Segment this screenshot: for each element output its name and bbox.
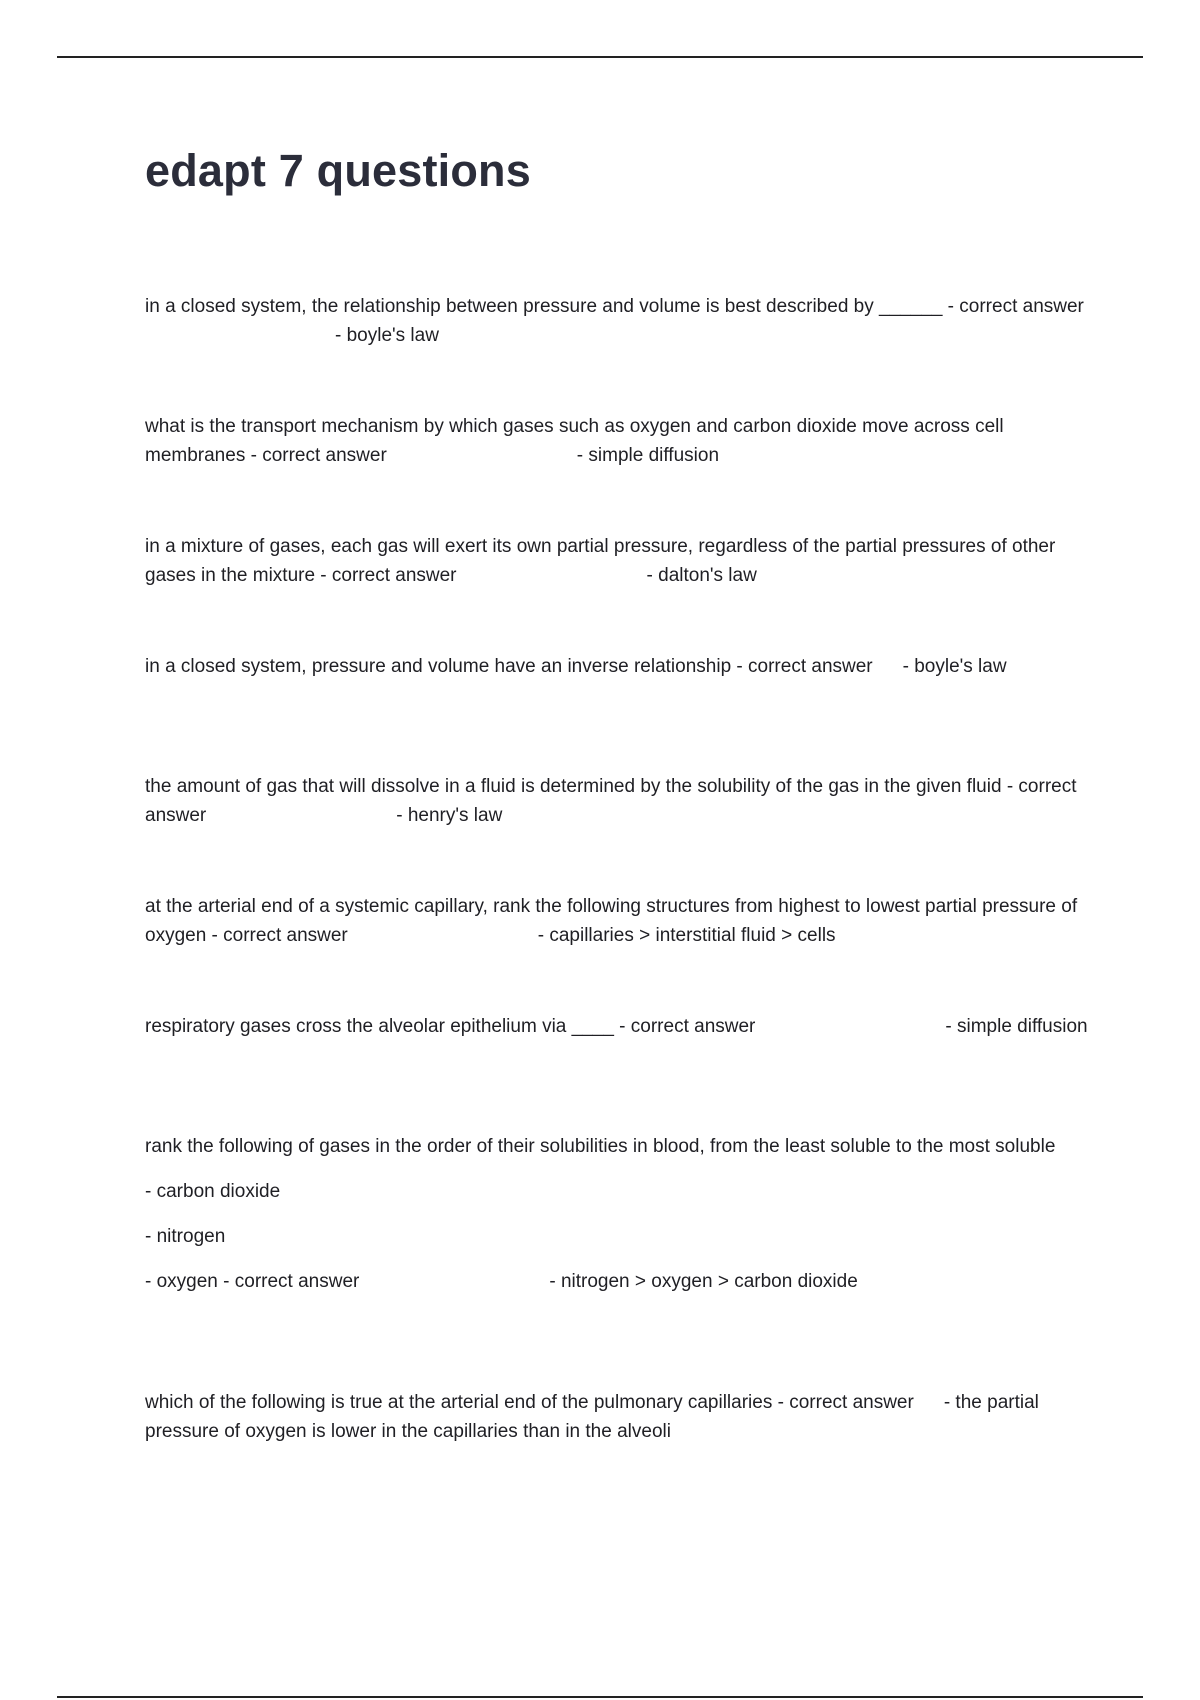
question-text: what is the transport mechanism by which gases such as oxygen and carbon dioxide move across cell membranes - correct answer: [145, 416, 1004, 466]
qa-item-6: [145, 892, 1090, 950]
qa-item-7: [145, 1012, 1090, 1041]
question-text: the amount of gas that will dissolve in a fluid is determined by the solubility of the gas in the given fluid - correct answer: [145, 776, 1077, 826]
answer-text: - capillaries > interstitial fluid > cells: [537, 925, 836, 946]
answer-text: - boyle's law: [335, 325, 439, 346]
answer-text: - nitrogen > oxygen > carbon dioxide: [549, 1271, 858, 1292]
answer-text: - the partial pressure of oxygen is lower in the capillaries than in the alveoli: [145, 1392, 1039, 1442]
qa-item-2: [145, 412, 1090, 470]
answer-text: - boyle's law: [902, 656, 1007, 677]
question-text: respiratory gases cross the alveolar epithelium via ____ - correct answer: [145, 1016, 756, 1037]
qa-item-1: [145, 292, 1090, 350]
qa-item-3: [145, 532, 1090, 590]
question-text: in a closed system, the relationship between pressure and volume is best described by ______ - correct answer: [145, 296, 1084, 317]
answer-text: - simple diffusion: [945, 1016, 1088, 1037]
qa-item-5: [145, 772, 1090, 830]
qa-item-9: [145, 1388, 1090, 1446]
answer-text: - dalton's law: [646, 565, 757, 586]
qa-item-8: [145, 1132, 1090, 1296]
question-text: in a closed system, pressure and volume have an inverse relationship - correct answer: [145, 656, 873, 677]
qa-item-4: [145, 652, 1090, 681]
option-item: - carbon dioxide: [145, 1181, 281, 1202]
option-item: - nitrogen: [145, 1226, 226, 1247]
question-text: which of the following is true at the arterial end of the pulmonary capillaries - correct answer: [145, 1392, 914, 1413]
answer-text: - simple diffusion: [576, 445, 720, 466]
page-title: edapt 7 questions: [145, 145, 531, 196]
question-text: in a mixture of gases, each gas will exert its own partial pressure, regardless of the partial pressures of other gases in the mixture - correct answer: [145, 536, 1056, 586]
header-rule: [57, 56, 1143, 58]
question-text: rank the following of gases in the order of their solubilities in blood, from the least soluble to the most soluble: [145, 1136, 1056, 1157]
question-text: at the arterial end of a systemic capillary, rank the following structures from highest to lowest partial pressure of oxygen - correct answer: [145, 896, 1078, 946]
answer-text: - henry's law: [396, 805, 503, 826]
option-item: - oxygen - correct answer: [145, 1271, 360, 1292]
footer-rule: [57, 1696, 1143, 1698]
